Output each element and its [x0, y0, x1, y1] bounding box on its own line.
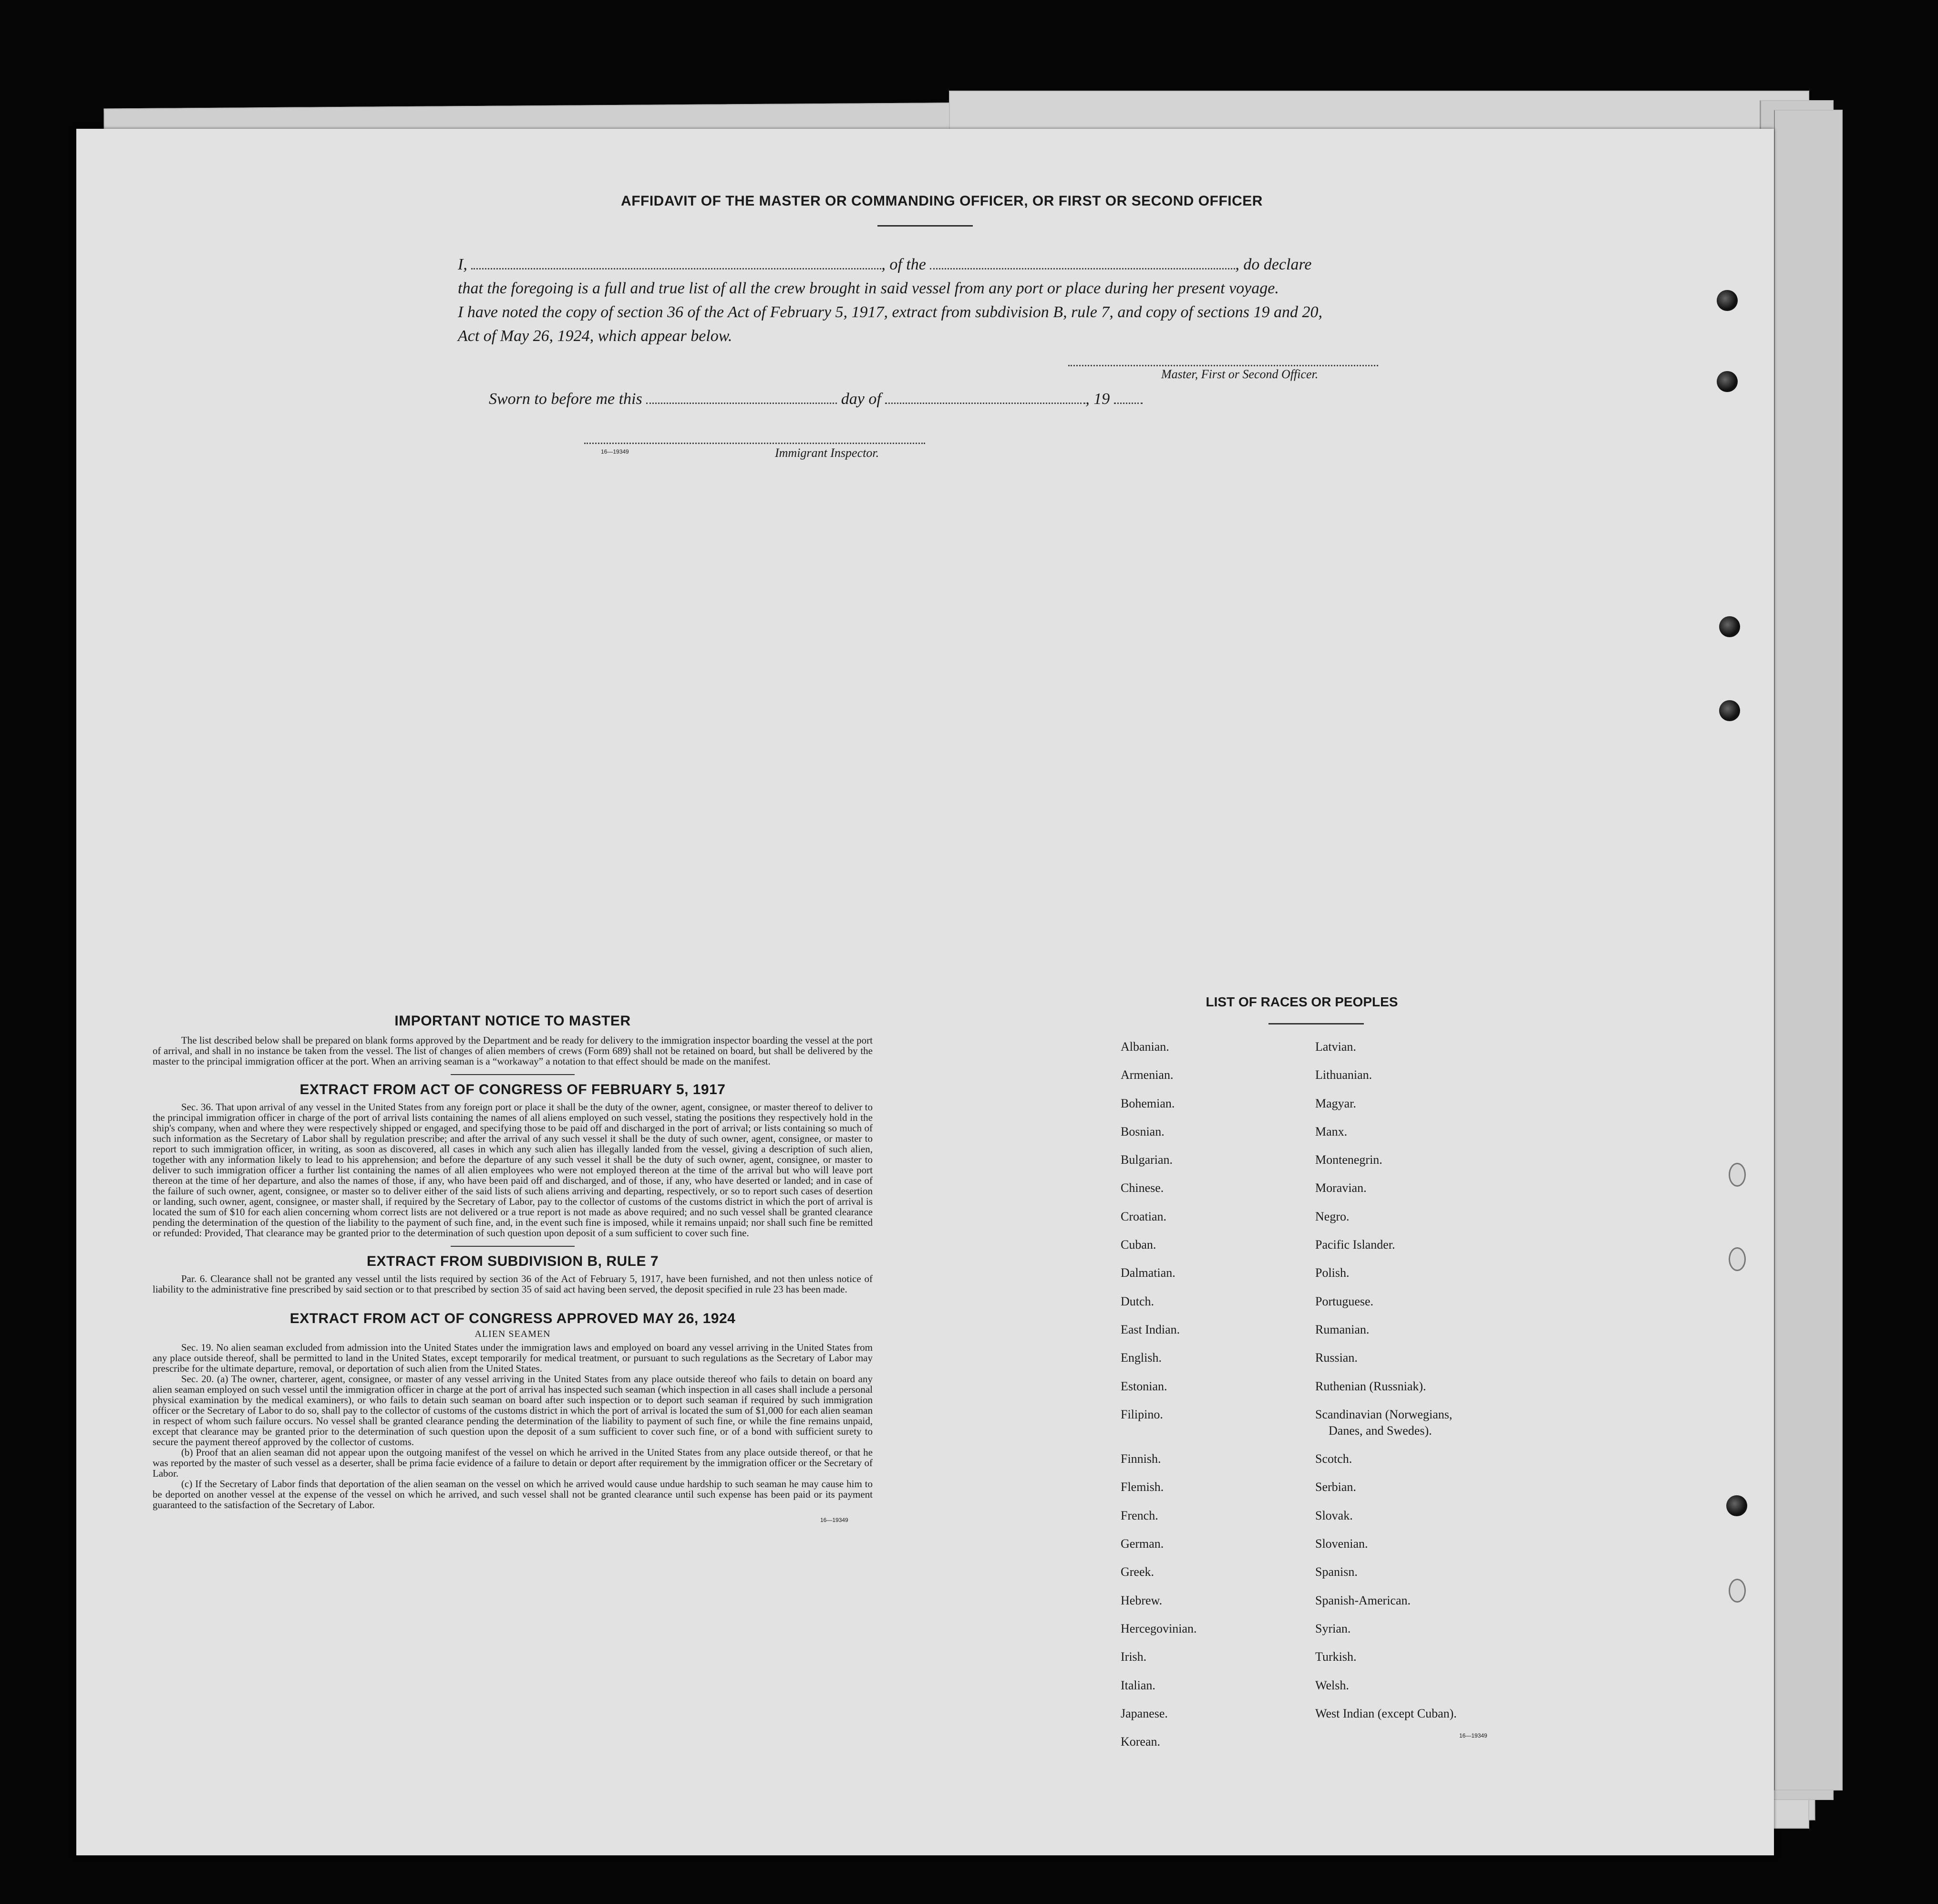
form-number: 16—19349 — [1459, 1732, 1487, 1739]
race-item: Albanian. — [1121, 1040, 1169, 1054]
page-title: AFFIDAVIT OF THE MASTER OR COMMANDING OFFICER, OR FIRST OR SECOND OFFICER — [621, 193, 1263, 209]
name-field[interactable] — [471, 256, 881, 269]
race-item: Manx. — [1315, 1124, 1348, 1138]
document-page — [76, 129, 1774, 1855]
race-item: Rumanian. — [1315, 1322, 1370, 1336]
sworn-day-of: day of — [841, 390, 881, 408]
race-item: Bosnian. — [1121, 1124, 1165, 1138]
sworn-prefix: Sworn to before me this — [489, 390, 642, 408]
affidavit-i: I, — [458, 256, 467, 273]
binder-ring — [1729, 1247, 1746, 1271]
race-item: Flemish. — [1121, 1480, 1164, 1494]
race-item: German. — [1121, 1537, 1164, 1551]
race-item: Korean. — [1121, 1735, 1161, 1749]
race-item: Scotch. — [1315, 1452, 1352, 1466]
race-item: Danes, and Swedes). — [1329, 1423, 1432, 1438]
race-item: Portuguese. — [1315, 1294, 1374, 1308]
binder-ring — [1729, 1579, 1746, 1603]
notice-heading: IMPORTANT NOTICE TO MASTER — [394, 1013, 631, 1029]
affidavit-of-the: , of the — [881, 256, 926, 273]
race-item: Armenian. — [1121, 1068, 1174, 1082]
race-item: Syrian. — [1315, 1621, 1351, 1635]
form-number: 16—19349 — [820, 1517, 848, 1523]
race-item: French. — [1121, 1508, 1158, 1522]
race-item: East Indian. — [1121, 1322, 1180, 1336]
race-item: Montenegrin. — [1315, 1153, 1382, 1167]
binder-hole — [1717, 371, 1738, 392]
affidavit-line-3: I have noted the copy of section 36 of the Act of February 5, 1917, extract from subdivision B, rule 7, and copy of sections 19 and 20, — [458, 303, 1323, 321]
extract-1924-subheading: ALIEN SEAMEN — [474, 1329, 551, 1339]
race-item: Turkish. — [1315, 1650, 1357, 1664]
race-item: Croatian. — [1121, 1209, 1167, 1223]
sworn-month-field[interactable] — [885, 390, 1085, 404]
race-item: Italian. — [1121, 1678, 1155, 1692]
binder-hole — [1717, 290, 1738, 311]
extract-1917-text: Sec. 36. That upon arrival of any vessel in the United States from any foreign port or place it shall be the duty of the owner, agent, consignee, or master thereof to deliver to the principal immigration officer in charge of the port of arrival lists containing the names of all aliens employed on such vessel, stating the positions they respectively hold in the ship's company, when and where they were respectively shipped or engaged, and specifying those to be paid off and discharged in the port of arrival; or lists containing so much of such information as the Secretary of Labor shall by regulation prescribe; and after the arrival of any such vessel it shall be the duty of such owner, agent, consignee, or master to report to such immigration officer, in writing, as soon as discovered, all cases in which any such alien has illegally landed from the vessel, giving a description of such alien, together with any information likely to lead to his apprehension; and before the departure of any such vessel it shall be the duty of such owner, agent, consignee, or master to deliver to such immigration officer a further list containing the names of all alien employees who were not employed thereon at the time of the arrival but who will leave port thereon at the time of her departure, and also the names of those, if any, who have been paid off and discharged, and of those, if any, who have deserted or landed; and in case of the failure of such owner, agent, consignee, or master so to deliver either of the said lists of such aliens arriving and departing, respectively, or so to report such cases of desertion or landing, such owner, agent, consignee, or master shall, if required by the Secretary of Labor, pay to the collector of customs of the customs district in which the port of arrival is located the sum of $10 for each alien concerning whom correct lists are not delivered or a true report is not made as above required; and no such vessel shall be granted clearance pending the determination of the question of the liability to the payment of such fine, and, in the event such fine is imposed, while it remains unpaid; nor shall such fine be remitted or refunded: Provided, That clearance may be granted prior to the determination of such question upon deposit of a sum sufficient to cover such fine. — [153, 1101, 873, 1239]
race-item: Finnish. — [1121, 1452, 1161, 1466]
extract-1924-sec20c: (c) If the Secretary of Labor finds that deportation of the alien seaman on the vessel on which he arrived would cause undue hardship to such seaman he may cause him to be deported on another vessel at the expense of the vessel on which he arrived, and such vessel shall not be granted clearance until such expense has been paid or its payment guaranteed to the satisfaction of the Secretary of Labor. — [153, 1478, 873, 1511]
sworn-line — [489, 390, 1143, 408]
race-item: English. — [1121, 1351, 1162, 1365]
race-item: Pacific Islander. — [1315, 1238, 1395, 1252]
extract-rule7-heading: EXTRACT FROM SUBDIVISION B, RULE 7 — [366, 1253, 659, 1269]
extract-1924-sec20a: Sec. 20. (a) The owner, charterer, agent, consignee, or master of any vessel arriving in the United States from any place outside thereof who fails to detain on board any alien seaman employed on such vessel until the immigration officer in charge at the port of arrival has inspected such seaman (which inspection in all cases shall include a personal physical examination by the medical examiners), or who fails to detain such seaman on board after such inspection or to deport such seaman if required by such immigration officer or the Secretary of Labor to do so, shall pay to the collector of customs of the customs district in which the port of arrival is located the sum of $1,000 for each alien seaman in respect of whom such failure occurs. No vessel shall be granted clearance pending the determination of the liability to payment of such fine, or while the fine remains unpaid, except that clearance may be granted prior to the determination of such question upon the deposit of a sum sufficient to cover such fine, or of a bond with sufficient surety to secure the payment thereof approved by the collector of customs. — [153, 1373, 873, 1448]
race-item: Spanisn. — [1315, 1565, 1358, 1579]
affidavit-do-declare: , do declare — [1235, 256, 1312, 273]
underlying-page-edge — [1774, 110, 1843, 1790]
race-item: Cuban. — [1121, 1238, 1156, 1252]
section-divider — [451, 1246, 575, 1247]
race-item: Filipino. — [1121, 1407, 1163, 1421]
race-item: Slovenian. — [1315, 1537, 1368, 1551]
race-item: Welsh. — [1315, 1678, 1349, 1692]
race-item: Irish. — [1121, 1650, 1147, 1664]
race-item: Hercegovinian. — [1121, 1621, 1197, 1635]
extract-rule7-text: Par. 6. Clearance shall not be granted any vessel until the lists required by section 36 of the Act of February 5, 1917, have been furnished, and not then unless notice of liability to the administrative fine prescribed by said section or to that prescribed by section 35 of said act having been served, the deposit specified in rule 23 has been made. — [153, 1273, 873, 1295]
race-item: Bohemian. — [1121, 1096, 1175, 1110]
form-number: 16—19349 — [601, 448, 629, 455]
races-left-column — [1121, 1040, 1197, 1763]
sworn-year-prefix: , 19 — [1085, 390, 1110, 408]
race-item: Estonian. — [1121, 1379, 1167, 1393]
race-item: Lithuanian. — [1315, 1068, 1372, 1082]
binder-ring — [1729, 1163, 1746, 1187]
inspector-signature-label: Immigrant Inspector. — [775, 446, 879, 460]
master-signature-label: Master, First or Second Officer. — [1161, 367, 1319, 381]
race-item: Dutch. — [1121, 1294, 1155, 1308]
race-item: Russian. — [1315, 1351, 1358, 1365]
master-signature-line[interactable] — [1068, 365, 1378, 366]
race-item: Japanese. — [1121, 1706, 1168, 1720]
race-item: Hebrew. — [1121, 1593, 1163, 1607]
inspector-signature-line[interactable] — [584, 443, 925, 444]
race-item: Bulgarian. — [1121, 1153, 1173, 1167]
binder-hole — [1719, 700, 1740, 721]
binder-hole — [1726, 1495, 1747, 1516]
race-item: Dalmatian. — [1121, 1266, 1175, 1280]
race-item: Serbian. — [1315, 1480, 1356, 1494]
race-item: Latvian. — [1315, 1040, 1356, 1054]
vessel-field[interactable] — [930, 256, 1235, 269]
race-item: Ruthenian (Russniak). — [1315, 1379, 1426, 1393]
race-item: Chinese. — [1121, 1181, 1164, 1195]
race-item: Moravian. — [1315, 1181, 1367, 1195]
notice-column — [153, 1013, 873, 1523]
affidavit-line-1 — [458, 253, 1392, 277]
races-heading: LIST OF RACES OR PEOPLES — [1206, 994, 1398, 1009]
sworn-day-field[interactable] — [646, 390, 837, 404]
affidavit-block — [458, 253, 1392, 348]
notice-text: The list described below shall be prepared on blank forms approved by the Department and be ready for delivery to the immigration inspector boarding the vessel at the port of arrival, and shall in no instance be taken from the vessel. The list of changes of alien members of crews (Form 689) shall not be retained on board, but shall be delivered by the master to the principal immigration officer at the port. When an arriving seaman is a “workaway” a notation to that effect should be made on the manifest. — [153, 1035, 873, 1067]
extract-1924-heading: EXTRACT FROM ACT OF CONGRESS APPROVED MAY 26, 1924 — [289, 1311, 736, 1326]
race-item: Greek. — [1121, 1565, 1155, 1579]
binder-hole — [1719, 616, 1740, 637]
race-item: Slovak. — [1315, 1508, 1353, 1522]
extract-1924-sec19: Sec. 19. No alien seaman excluded from admission into the United States under the immigration laws and employed on board any vessel arriving in the United States from any place outside thereof, shall be permitted to land in the United States, except temporarily for medical treatment, or pursuant to such regulations as the Secretary of Labor may prescribe for the ultimate departure, removal, or deportation of such alien from the United States. — [153, 1342, 873, 1374]
sworn-year-field[interactable] — [1114, 390, 1143, 404]
extract-1917-heading: EXTRACT FROM ACT OF CONGRESS OF FEBRUARY 5, 1917 — [299, 1082, 726, 1097]
race-item: West Indian (except Cuban). — [1315, 1706, 1457, 1720]
race-item: Spanish-American. — [1315, 1593, 1411, 1607]
race-item: Polish. — [1315, 1266, 1350, 1280]
affidavit-line-2: that the foregoing is a full and true list of all the crew brought in said vessel from any port or place during her present voyage. — [458, 279, 1279, 297]
extract-1924-sec20b: (b) Proof that an alien seaman did not appear upon the outgoing manifest of the vessel on which he arrived in the United States from any place outside thereof, or that he was reported by the master of such vessel as a deserter, shall be prima facie evidence of a failure to detain or deport after requirement by the immigration officer or the Secretary of Labor. — [153, 1447, 873, 1479]
race-item: Magyar. — [1315, 1096, 1356, 1110]
title-divider — [877, 225, 973, 227]
races-right-column — [1315, 1040, 1457, 1735]
races-divider — [1268, 1023, 1364, 1024]
race-item: Negro. — [1315, 1209, 1350, 1223]
section-divider — [451, 1074, 575, 1075]
race-item: Scandinavian (Norwegians, — [1315, 1407, 1453, 1421]
affidavit-line-4: Act of May 26, 1924, which appear below. — [458, 327, 732, 345]
